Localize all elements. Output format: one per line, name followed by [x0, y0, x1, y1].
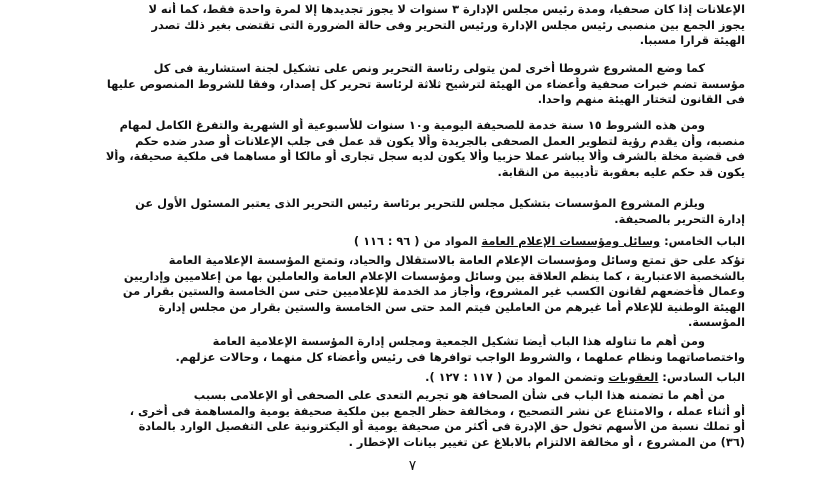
paragraph-line: فى قضية مخلة بالشرف وألا يباشر عملا حزبيا وألا يكون لديه سجل تجارى أو مالكا أو مساهما فى ملكية صحيفة، وألا: [105, 149, 745, 163]
paragraph-line: أو تملك نسبة من الأسهم تخول حق الإدرة فى أكثر من صحيفة يومية أو اليكترونية على التفصيل الوارد بالمادة: [138, 419, 745, 433]
paragraph-line: مؤسسة تضم خبرات صحفية وأعضاء من الهيئة لترشيح ثلاثة لرئاسة تحرير كل إصدار، وفقا للشروط المنصوص عليها: [106, 76, 745, 91]
paragraph-line: من أهم ما تضمنه هذا الباب فى شأن الصحافة هو تجريم التعدى على الصحفى أو الإعلامى بسبب: [193, 388, 725, 402]
paragraph-line: تؤكد على حق تمتع وسائل ومؤسسات الإعلام العامة بالاستقلال والحياد، وتمتع المؤسسة الإعلامية العامة: [168, 253, 745, 267]
paragraph-line: يكون قد حكم عليه بعقوبة تأديبية من النقابة.: [497, 164, 745, 179]
paragraph-7: [80, 334, 745, 365]
paragraph-line: إدارة التحرير بالصحيفة.: [614, 211, 745, 226]
paragraph-line: المؤسسة.: [688, 315, 745, 329]
paragraph-line: الهيئة الوطنية للإعلام أما غيرهم من العاملين فيتم المد حتى سن الخامسة والستين بقرار من مجلس إدارة: [158, 299, 745, 314]
chapter-5-label: الباب الخامس:: [664, 234, 745, 248]
chapter-5-heading-line: [80, 234, 745, 250]
chapter-5-heading: [80, 234, 745, 250]
paragraph-line: وعمال فأخضعهم لقانون الكسب غير المشروع، وأجاز مد الخدمة للإعلاميين حتى سن الخامسة والستين بقرار من: [122, 284, 745, 298]
paragraph-2: [80, 61, 745, 108]
paragraph-line: يجوز الجمع بين منصبى رئيس مجلس الإدارة ورئيس التحرير وفى حالة الضرورة التى تقتضى بغير ذلك تصدر: [151, 17, 745, 32]
paragraph-line: منصبه، وأن يقدم رؤية لتطوير العمل الصحفى بالجريدة وألا يكون قد عمل فى جلب الإعلانات أو صدر ضده حكم: [135, 133, 745, 148]
paragraph-line: واختصاصاتهما ونظام عملهما ، والشروط الواجب توافرها فى رئيس وأعضاء كل منهما ، وحالات عزلهم.: [175, 349, 745, 364]
paragraph-line: الإعلانات إذا كان صحفيا، ومدة رئيس مجلس الإدارة ٣ سنوات لا يجوز تجديدها إلا لمرة واحدة فقط، كما أنه لا: [148, 2, 745, 16]
paragraph-1: [80, 2, 745, 49]
chapter-5-articles: المواد من ( ٩٦ : ١١٦ ): [353, 234, 478, 248]
paragraph-line: الهيئة قرارا مسببا.: [639, 33, 745, 47]
page-number: ٧: [408, 458, 417, 474]
paragraph-6: [80, 253, 745, 331]
paragraph-9: [80, 388, 745, 450]
paragraph-line: ومن أهم ما تناوله هذا الباب أيضا تشكيل الجمعية ومجلس إدارة المؤسسة الإعلامية العامة: [212, 334, 705, 348]
chapter-6-label: الباب السادس:: [662, 370, 745, 384]
paragraph-line: (٣٦) من المشروع ، أو مخالفة الالتزام بالابلاغ عن تغيير بيانات الإخطار .: [348, 434, 745, 449]
paragraph-line: أو أثناء عمله ، والامتناع عن نشر التصحيح ، ومخالفة حظر الجمع بين ملكية صحيفة يومية والمساهمة فى أخرى ،: [129, 403, 745, 418]
chapter-6-heading: [80, 370, 745, 386]
chapter-6-articles: وتضمن المواد من ( ١١٧ : ١٢٧ ).: [425, 370, 609, 384]
paragraph-4: [80, 196, 745, 227]
chapter-5-title: وسائل ومؤسسات الإعلام العامة: [481, 234, 661, 248]
paragraph-line: فى القانون لتختار الهيئة منهم واحدا.: [537, 92, 745, 106]
paragraph-line: كما وضع المشروع شروطا أخرى لمن يتولى رئاسة التحرير ونص على تشكيل لجنة استشارية فى كل: [153, 61, 705, 75]
paragraph-line: بالشخصية الاعتبارية ، كما ينظم العلاقة بين وسائل ومؤسسات الإعلام العامة والعاملين بها من إعلاميين وإداريين: [123, 268, 745, 283]
paragraph-line: ويلزم المشروع المؤسسات بتشكيل مجلس للتحرير برئاسة رئيس التحرير الذى يعتبر المسئول الأول عن: [135, 196, 705, 210]
paragraph-line: ومن هذه الشروط ١٥ سنة خدمة للصحيفة اليومية و١٠ سنوات للأسبوعية أو الشهرية والتفرغ الكامل لمهام: [119, 118, 705, 132]
paragraph-3: [80, 118, 745, 180]
chapter-6-heading-line: [80, 370, 745, 386]
chapter-6-title: العقوبات: [608, 370, 659, 384]
